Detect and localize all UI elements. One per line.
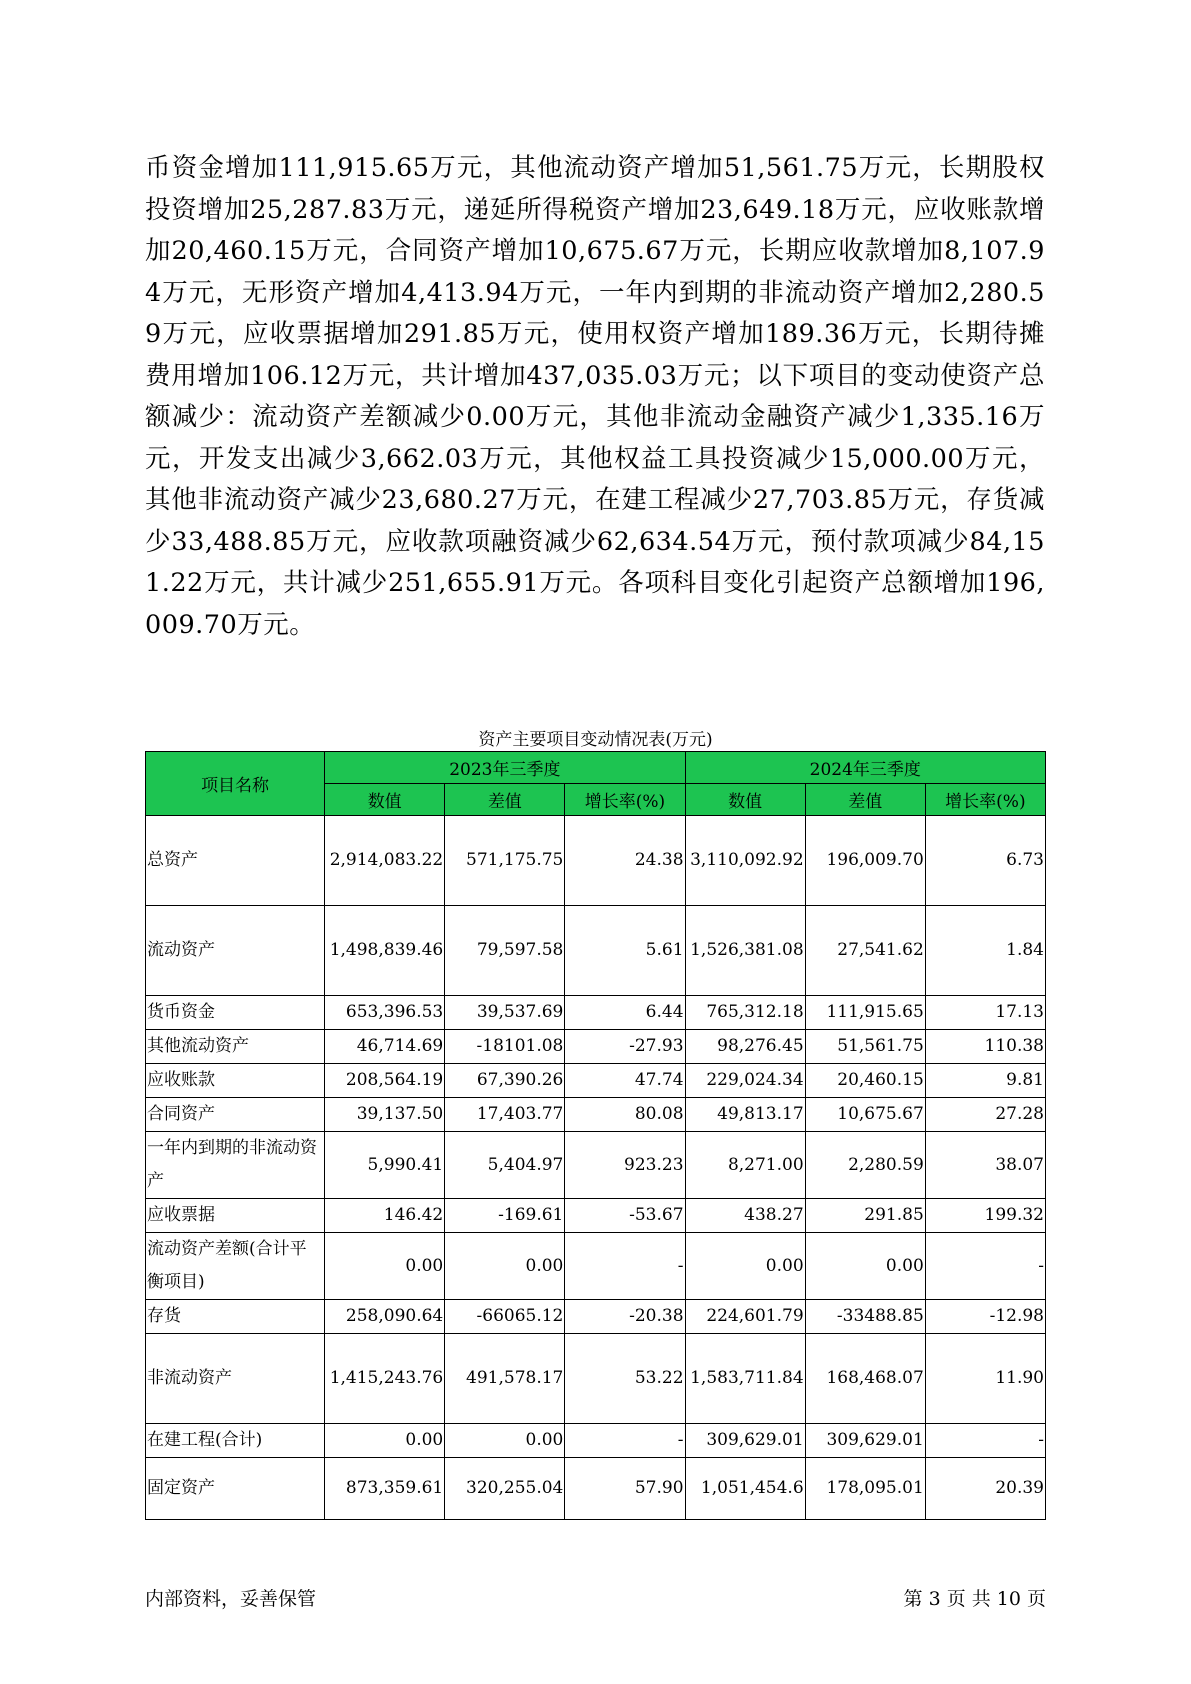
footer-page-number: 第 3 页 共 10 页 (903, 1588, 1046, 1610)
row-cell: -169.61 (445, 1199, 565, 1233)
row-cell: 1,583,711.84 (685, 1334, 805, 1424)
table-row (146, 1132, 1046, 1199)
row-cell: 208,564.19 (325, 1064, 445, 1098)
table-row (146, 1030, 1046, 1064)
row-item-name: 流动资产差额(合计平衡项目) (146, 1233, 325, 1300)
row-cell: 98,276.45 (685, 1030, 805, 1064)
row-cell: 17.13 (925, 996, 1045, 1030)
row-cell: 57.90 (565, 1458, 685, 1520)
row-item-name: 一年内到期的非流动资产 (146, 1132, 325, 1199)
row-cell: 873,359.61 (325, 1458, 445, 1520)
row-cell: 309,629.01 (685, 1424, 805, 1458)
row-cell: 27,541.62 (805, 906, 925, 996)
subheader-growth: 增长率(%) (925, 784, 1045, 816)
row-cell: -18101.08 (445, 1030, 565, 1064)
row-cell: 0.00 (685, 1233, 805, 1300)
subheader-diff: 差值 (805, 784, 925, 816)
row-cell: 39,537.69 (445, 996, 565, 1030)
row-cell: 51,561.75 (805, 1030, 925, 1064)
row-cell: 571,175.75 (445, 816, 565, 906)
row-cell: 38.07 (925, 1132, 1045, 1199)
row-cell: -33488.85 (805, 1300, 925, 1334)
row-cell: 146.42 (325, 1199, 445, 1233)
row-cell: 0.00 (325, 1424, 445, 1458)
row-cell: 491,578.17 (445, 1334, 565, 1424)
table-row (146, 996, 1046, 1030)
table-row (146, 816, 1046, 906)
row-cell: 0.00 (445, 1424, 565, 1458)
row-cell: 27.28 (925, 1098, 1045, 1132)
row-cell: 53.22 (565, 1334, 685, 1424)
row-cell: 5.61 (565, 906, 685, 996)
row-cell: 199.32 (925, 1199, 1045, 1233)
row-item-name: 应收票据 (146, 1199, 325, 1233)
row-cell: - (925, 1424, 1045, 1458)
row-cell: 229,024.34 (685, 1064, 805, 1098)
subheader-value: 数值 (325, 784, 445, 816)
row-cell: 17,403.77 (445, 1098, 565, 1132)
table-row (146, 1458, 1046, 1520)
row-cell: 765,312.18 (685, 996, 805, 1030)
row-item-name: 在建工程(合计) (146, 1424, 325, 1458)
row-item-name: 应收账款 (146, 1064, 325, 1098)
row-cell: 438.27 (685, 1199, 805, 1233)
row-cell: 168,468.07 (805, 1334, 925, 1424)
table-row (146, 1300, 1046, 1334)
table-row (146, 906, 1046, 996)
table-caption: 资产主要项目变动情况表(万元) (478, 730, 713, 750)
row-cell: 1,415,243.76 (325, 1334, 445, 1424)
row-cell: 309,629.01 (805, 1424, 925, 1458)
table-row (146, 1098, 1046, 1132)
row-cell: -20.38 (565, 1300, 685, 1334)
row-cell: - (565, 1424, 685, 1458)
table-row (146, 1424, 1046, 1458)
subheader-growth: 增长率(%) (565, 784, 685, 816)
row-cell: 20.39 (925, 1458, 1045, 1520)
row-cell: 1.84 (925, 906, 1045, 996)
row-cell: 196,009.70 (805, 816, 925, 906)
row-cell: 6.73 (925, 816, 1045, 906)
row-cell: 0.00 (445, 1233, 565, 1300)
subheader-diff: 差值 (445, 784, 565, 816)
row-cell: 20,460.15 (805, 1064, 925, 1098)
row-cell: 320,255.04 (445, 1458, 565, 1520)
row-cell: 5,404.97 (445, 1132, 565, 1199)
header-period-2024: 2024年三季度 (685, 752, 1045, 784)
row-cell: 79,597.58 (445, 906, 565, 996)
header-item-name: 项目名称 (146, 752, 325, 816)
row-cell: 653,396.53 (325, 996, 445, 1030)
row-cell: 11.90 (925, 1334, 1045, 1424)
asset-change-table (145, 751, 1046, 1520)
row-item-name: 固定资产 (146, 1458, 325, 1520)
row-cell: 291.85 (805, 1199, 925, 1233)
row-cell: 178,095.01 (805, 1458, 925, 1520)
body-paragraph: 币资金增加111,915.65万元，其他流动资产增加51,561.75万元，长期股权投资增加25,287.83万元，递延所得税资产增加23,649.18万元，应收账款增加20,460.15万元，合同资产增加10,675.67万元，长期应收款增加8,107.94万元，无形资产增加4,413.94万元，一年内到期的非流动资产增加2,280.59万元，应收票据增加291.85万元，使用权资产增加189.36万元，长期待摊费用增加106.12万元，共计增加437,035.03万元；以下项目的变动使资产总额减少：流动资产差额减少0.00万元，其他非流动金融资产减少1,335.16万元，开发支出减少3,662.03万元，其他权益工具投资减少15,000.00万元，其他非流动资产减少23,680.27万元，在建工程减少27,703.85万元，存货减少33,488.85万元，应收款项融资减少62,634.54万元，预付款项减少84,151.22万元，共计减少251,655.91万元。各项科目变化引起资产总额增加196,009.70万元。 (145, 153, 1045, 640)
row-cell: 0.00 (325, 1233, 445, 1300)
table-row (146, 1199, 1046, 1233)
row-cell: 9.81 (925, 1064, 1045, 1098)
row-cell: 2,280.59 (805, 1132, 925, 1199)
row-cell: 46,714.69 (325, 1030, 445, 1064)
footer-confidential-note: 内部资料，妥善保管 (145, 1588, 317, 1610)
row-cell: 49,813.17 (685, 1098, 805, 1132)
row-cell: 47.74 (565, 1064, 685, 1098)
row-cell: 6.44 (565, 996, 685, 1030)
row-cell: 80.08 (565, 1098, 685, 1132)
row-cell: 24.38 (565, 816, 685, 906)
row-cell: 1,498,839.46 (325, 906, 445, 996)
row-item-name: 其他流动资产 (146, 1030, 325, 1064)
row-item-name: 总资产 (146, 816, 325, 906)
row-item-name: 货币资金 (146, 996, 325, 1030)
row-cell: 258,090.64 (325, 1300, 445, 1334)
row-item-name: 存货 (146, 1300, 325, 1334)
table-row (146, 1233, 1046, 1300)
row-cell: 1,051,454.6 (685, 1458, 805, 1520)
subheader-value: 数值 (685, 784, 805, 816)
row-cell: 5,990.41 (325, 1132, 445, 1199)
row-cell: 39,137.50 (325, 1098, 445, 1132)
table-body (146, 816, 1046, 1520)
header-period-2023: 2023年三季度 (325, 752, 685, 784)
row-cell: -27.93 (565, 1030, 685, 1064)
row-item-name: 合同资产 (146, 1098, 325, 1132)
row-cell: 110.38 (925, 1030, 1045, 1064)
row-cell: -66065.12 (445, 1300, 565, 1334)
row-cell: 923.23 (565, 1132, 685, 1199)
row-cell: 1,526,381.08 (685, 906, 805, 996)
row-cell: 111,915.65 (805, 996, 925, 1030)
row-item-name: 流动资产 (146, 906, 325, 996)
row-cell: 67,390.26 (445, 1064, 565, 1098)
row-cell: - (565, 1233, 685, 1300)
row-cell: -53.67 (565, 1199, 685, 1233)
row-cell: -12.98 (925, 1300, 1045, 1334)
row-cell: - (925, 1233, 1045, 1300)
table-row (146, 1334, 1046, 1424)
row-cell: 8,271.00 (685, 1132, 805, 1199)
row-cell: 2,914,083.22 (325, 816, 445, 906)
row-cell: 224,601.79 (685, 1300, 805, 1334)
row-cell: 0.00 (805, 1233, 925, 1300)
table-row (146, 1064, 1046, 1098)
row-item-name: 非流动资产 (146, 1334, 325, 1424)
row-cell: 10,675.67 (805, 1098, 925, 1132)
row-cell: 3,110,092.92 (685, 816, 805, 906)
